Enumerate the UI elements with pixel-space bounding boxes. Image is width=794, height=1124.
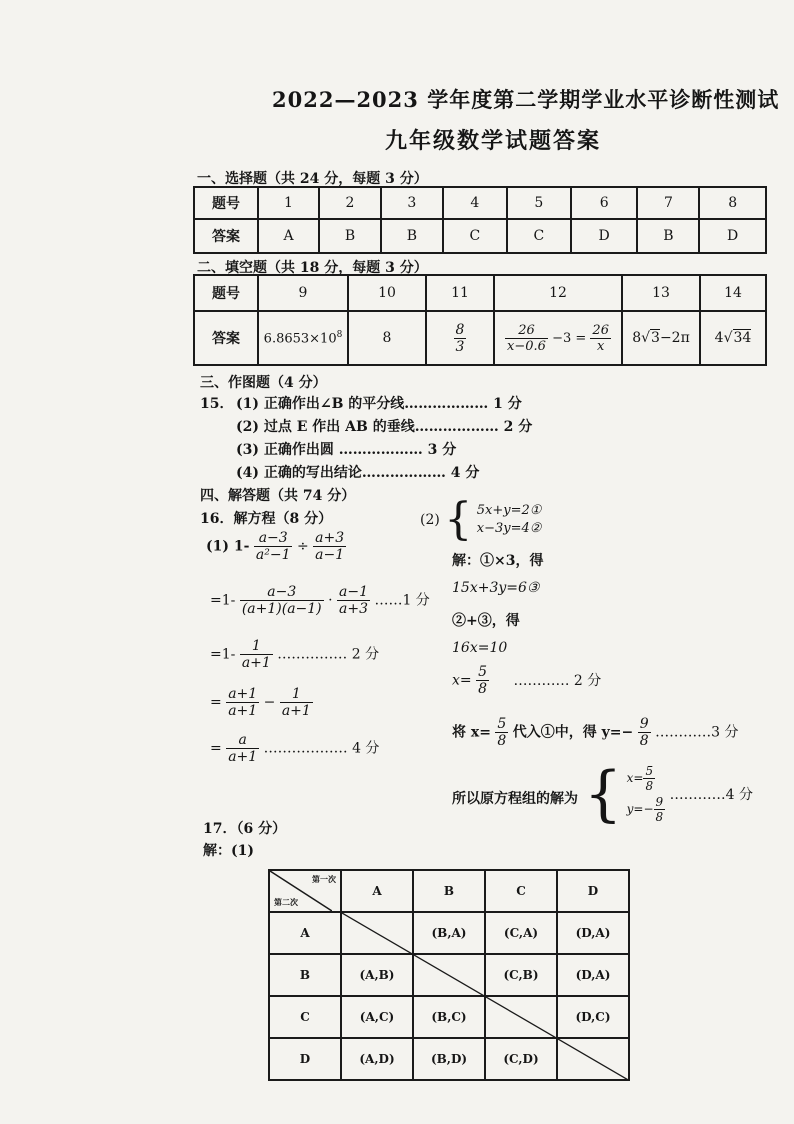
brace-symbol: { bbox=[444, 494, 473, 545]
diagonal-line bbox=[486, 997, 558, 1039]
section1-heading: 一、选择题（共 24 分，每题 3 分） bbox=[197, 171, 428, 187]
answer-cell: D bbox=[571, 219, 638, 253]
coefficient: 8 bbox=[632, 330, 642, 346]
denominator: (a+1)(a−1) bbox=[241, 601, 322, 617]
section2-heading: 二、填空题（共 18 分，每题 3 分） bbox=[197, 260, 428, 276]
score: ………… 2 分 bbox=[513, 672, 602, 689]
diagonal-cell bbox=[413, 954, 485, 996]
fraction bbox=[495, 716, 508, 749]
fraction bbox=[240, 584, 324, 617]
table-row bbox=[269, 996, 629, 1038]
page-subtitle: 九年级数学试题答案 bbox=[385, 128, 602, 154]
outcome-cell: (D,A) bbox=[557, 954, 629, 996]
answer-cell: B bbox=[637, 219, 699, 253]
question-number: 13 bbox=[622, 275, 700, 311]
outcome-cell: (B,D) bbox=[413, 1038, 485, 1080]
sqrt-sign: √ bbox=[641, 330, 651, 346]
solution-x-value bbox=[452, 664, 601, 697]
solution-line: 15x+3y=6③ bbox=[452, 580, 540, 596]
denominator: 8 bbox=[655, 810, 664, 824]
outcome-cell: (D,C) bbox=[557, 996, 629, 1038]
outcome-cell: (A,C) bbox=[341, 996, 413, 1038]
diagonal-cell bbox=[341, 912, 413, 954]
denominator: 8 bbox=[497, 733, 507, 749]
question-number: 12 bbox=[494, 275, 622, 311]
denominator: x bbox=[597, 338, 605, 354]
numerator: 1 bbox=[280, 686, 313, 703]
denominator: a−1 bbox=[315, 547, 345, 563]
outcome-cell: (C,D) bbox=[485, 1038, 557, 1080]
solution-line: 16x=10 bbox=[452, 640, 508, 656]
operator: · bbox=[328, 592, 333, 609]
answer-9-base: 6.8653×10 bbox=[263, 331, 337, 347]
variable: x= bbox=[626, 771, 644, 785]
denominator: 8 bbox=[645, 779, 654, 793]
corner-bottom-label: 第二次 bbox=[274, 897, 298, 907]
row-header: A bbox=[269, 912, 341, 954]
score: …………3 分 bbox=[655, 724, 739, 741]
numerator: a+1 bbox=[228, 686, 258, 702]
step-prefix: = bbox=[210, 694, 222, 711]
part-label: (2) bbox=[420, 512, 440, 528]
question-number: 6 bbox=[571, 187, 638, 219]
equation-2: x−3y=4② bbox=[476, 521, 542, 536]
question-number: 3 bbox=[381, 187, 443, 219]
radicand: 3 bbox=[651, 330, 660, 346]
sqrt-sign: √ bbox=[723, 330, 733, 346]
numerator: 9 bbox=[655, 795, 664, 809]
question-15-label: 15． bbox=[200, 396, 234, 412]
table-row bbox=[269, 912, 629, 954]
score: ……………… 4 分 bbox=[263, 740, 380, 757]
numerator: a−1 bbox=[339, 584, 368, 600]
answer-cell-11 bbox=[426, 311, 494, 365]
numerator: a bbox=[226, 732, 259, 749]
fraction bbox=[638, 716, 651, 749]
fraction bbox=[654, 795, 666, 824]
step-prefix: =1- bbox=[210, 592, 236, 609]
q15-item: (1) 正确作出∠B 的平分线……………… 1 分 bbox=[236, 396, 522, 412]
remainder: −2π bbox=[659, 330, 690, 346]
fraction bbox=[240, 638, 273, 671]
outcome-cell: (C,A) bbox=[485, 912, 557, 954]
numerator: 5 bbox=[645, 764, 654, 778]
numerator: a−3 bbox=[240, 584, 324, 601]
q16-step4 bbox=[210, 732, 379, 765]
question-17-label: 17．（6 分） bbox=[203, 821, 287, 837]
answer-label: 答案 bbox=[194, 311, 258, 365]
numerator: 5 bbox=[478, 664, 488, 680]
denominator: a+1 bbox=[241, 655, 271, 671]
q15-item: (2) 过点 E 作出 AB 的垂线……………… 2 分 bbox=[236, 419, 533, 435]
question-number: 11 bbox=[426, 275, 494, 311]
diagonal-line bbox=[342, 913, 414, 955]
section3-heading: 三、作图题（4 分） bbox=[200, 375, 327, 391]
question-16-label: 16．解方程（8 分） bbox=[200, 511, 333, 527]
denominator: x−0.6 bbox=[507, 338, 546, 354]
row-header: C bbox=[269, 996, 341, 1038]
answer-9-exponent: 8 bbox=[336, 329, 343, 340]
outcome-cell: (B,C) bbox=[413, 996, 485, 1038]
score: …………… 2 分 bbox=[277, 646, 380, 663]
fill-answer-table bbox=[193, 274, 767, 366]
question-number: 4 bbox=[443, 187, 507, 219]
row-header: B bbox=[269, 954, 341, 996]
step-middle: 代入①中，得 y=− bbox=[512, 724, 634, 741]
q16-step1 bbox=[210, 584, 430, 617]
denominator: a+1 bbox=[228, 703, 258, 719]
answer-cell-12 bbox=[494, 311, 622, 365]
q16-step3 bbox=[210, 686, 313, 719]
q15-item: (4) 正确的写出结论……………… 4 分 bbox=[236, 465, 480, 481]
radicand: 34 bbox=[733, 330, 752, 346]
numerator: 26 bbox=[592, 322, 609, 338]
answer-cell: B bbox=[381, 219, 443, 253]
solution-conclusion-text: 所以原方程组的解为 bbox=[452, 791, 578, 807]
step-prefix: 将 x= bbox=[452, 724, 491, 741]
corner-top-label: 第一次 bbox=[312, 874, 336, 884]
denominator: 3 bbox=[455, 338, 465, 355]
table-corner-cell bbox=[269, 870, 341, 912]
question-number: 5 bbox=[507, 187, 571, 219]
answer-label: 答案 bbox=[194, 219, 258, 253]
answer-cell-13 bbox=[622, 311, 700, 365]
score: …………4 分 bbox=[669, 787, 753, 803]
denominator: a+1 bbox=[228, 749, 258, 765]
solution-y bbox=[627, 795, 666, 824]
answer-cell: C bbox=[443, 219, 507, 253]
answer-cell-9 bbox=[258, 311, 348, 365]
answer-cell: D bbox=[699, 219, 766, 253]
numerator: a−3 bbox=[254, 530, 293, 547]
outcome-cell: (B,A) bbox=[413, 912, 485, 954]
equation-1: 5x+y=2① bbox=[476, 503, 542, 518]
question-number: 9 bbox=[258, 275, 348, 311]
diagonal-line bbox=[558, 1039, 630, 1081]
solution-final-system bbox=[584, 759, 753, 829]
solution-substitution bbox=[452, 716, 738, 749]
question-number: 7 bbox=[637, 187, 699, 219]
column-header: C bbox=[485, 870, 557, 912]
question-number: 2 bbox=[319, 187, 381, 219]
step-prefix: =1- bbox=[210, 646, 236, 663]
column-header: A bbox=[341, 870, 413, 912]
answer-cell: C bbox=[507, 219, 571, 253]
choice-answer-table bbox=[193, 186, 767, 254]
column-header: D bbox=[557, 870, 629, 912]
question-number-label: 题号 bbox=[194, 275, 258, 311]
page-title: 2022—2023 学年度第二学期学业水平诊断性测试 bbox=[272, 87, 780, 112]
fraction bbox=[505, 323, 548, 354]
score: ……1 分 bbox=[374, 592, 430, 609]
q16-part1-expression bbox=[206, 530, 346, 563]
solution-line: ②+③，得 bbox=[452, 613, 520, 629]
numerator: 1 bbox=[240, 638, 273, 655]
part-label: (1) 1- bbox=[206, 538, 250, 555]
answer-cell-14 bbox=[700, 311, 766, 365]
answer-cell-10: 8 bbox=[348, 311, 426, 365]
operator: −3 = bbox=[552, 330, 587, 346]
question-number: 14 bbox=[700, 275, 766, 311]
numerator: a+3 bbox=[315, 530, 345, 546]
denominator: a+1 bbox=[281, 703, 311, 719]
brace-symbol: { bbox=[584, 759, 623, 829]
fraction bbox=[454, 322, 467, 355]
outcome-cell: (A,D) bbox=[341, 1038, 413, 1080]
outcome-cell: (D,A) bbox=[557, 912, 629, 954]
fraction bbox=[337, 584, 370, 617]
numerator: 9 bbox=[639, 716, 649, 732]
q15-item: (3) 正确作出圆 ……………… 3 分 bbox=[236, 442, 457, 458]
fraction bbox=[643, 764, 655, 793]
solution-x bbox=[627, 764, 666, 793]
answer-cell: A bbox=[258, 219, 319, 253]
table-row bbox=[269, 1038, 629, 1080]
solution-line: 解：①×3，得 bbox=[452, 553, 544, 569]
numerator: 5 bbox=[497, 716, 507, 732]
column-header: B bbox=[413, 870, 485, 912]
denominator: a+3 bbox=[339, 601, 368, 617]
table-row bbox=[269, 954, 629, 996]
fraction bbox=[590, 323, 611, 354]
denominator: 8 bbox=[639, 733, 649, 749]
answer-cell: B bbox=[319, 219, 381, 253]
question-number: 10 bbox=[348, 275, 426, 311]
step-prefix: x= bbox=[452, 672, 472, 689]
question-number: 8 bbox=[699, 187, 766, 219]
denominator: a²−1 bbox=[255, 547, 291, 563]
fraction bbox=[313, 530, 346, 563]
fraction bbox=[280, 686, 313, 719]
outcome-cell: (A,B) bbox=[341, 954, 413, 996]
row-header: D bbox=[269, 1038, 341, 1080]
diagonal-cell bbox=[485, 996, 557, 1038]
diagonal-cell bbox=[557, 1038, 629, 1080]
q16-part2-system bbox=[420, 494, 542, 545]
denominator: 8 bbox=[478, 681, 488, 697]
q16-step2 bbox=[210, 638, 379, 671]
diagonal-line bbox=[414, 955, 486, 997]
outcome-cell: (C,B) bbox=[485, 954, 557, 996]
fraction bbox=[226, 686, 259, 719]
variable: y=− bbox=[626, 802, 654, 816]
question-number-label: 题号 bbox=[194, 187, 258, 219]
numerator: 26 bbox=[505, 323, 548, 339]
equation-pair bbox=[477, 502, 542, 538]
probability-table bbox=[268, 869, 630, 1081]
operator: ÷ bbox=[296, 538, 309, 555]
step-prefix: = bbox=[210, 740, 222, 757]
coefficient: 4 bbox=[714, 330, 724, 346]
fraction bbox=[476, 664, 489, 697]
section4-heading: 四、解答题（共 74 分） bbox=[200, 488, 356, 504]
question-17-solve: 解：(1) bbox=[203, 843, 254, 859]
fraction bbox=[226, 732, 259, 765]
question-number: 1 bbox=[258, 187, 319, 219]
fraction bbox=[254, 530, 293, 563]
operator: − bbox=[263, 694, 276, 711]
numerator: 8 bbox=[455, 321, 465, 338]
solution-pair bbox=[627, 764, 666, 824]
